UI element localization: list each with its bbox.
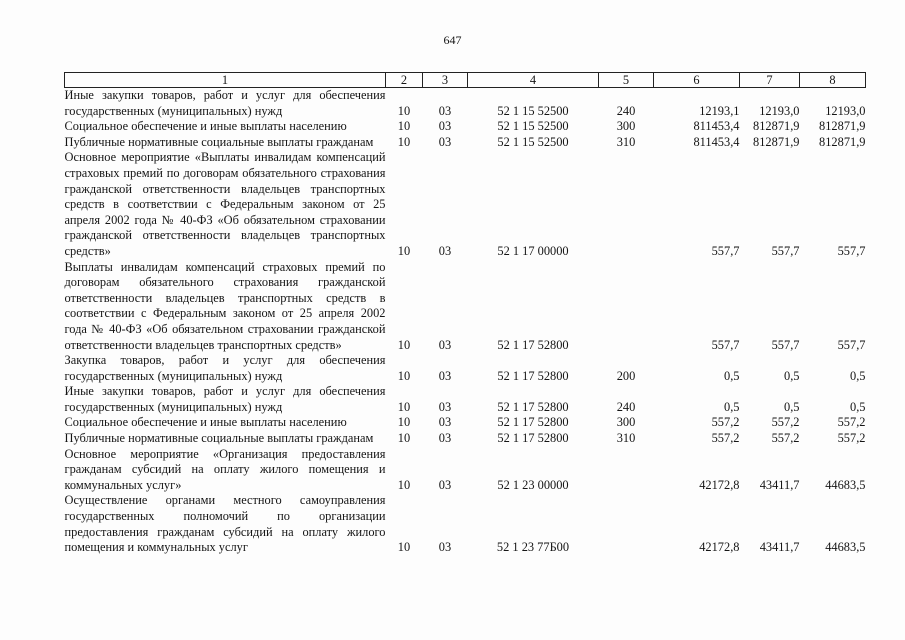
row-section: 10 [397,477,411,492]
row-amount-col6: 811453,4 [693,134,740,149]
row-amount-col7: 557,2 [771,431,800,446]
col-header-5: 5 [599,73,654,88]
row-amount-col7: 557,2 [771,415,800,430]
row-target-code: 52 1 17 52800 [497,368,569,383]
row-target-code: 52 1 23 00000 [497,477,569,492]
row-section: 10 [397,119,411,134]
row-section: 10 [397,243,411,258]
row-amount-col8: 557,7 [837,243,866,258]
row-target-code: 52 1 17 00000 [497,243,569,258]
row-section: 10 [397,337,411,352]
row-name: Иные закупки товаров, работ и услуг для обеспечения государственных (муниципальных) нужд [64,88,386,118]
row-amount-col7: 0,5 [784,399,800,414]
row-expense-type: 240 [616,103,636,118]
row-target-code: 52 1 15 52500 [497,103,569,118]
table-row [65,353,866,384]
row-name: Социальное обеспечение и иные выплаты населению [64,119,347,134]
table-row [65,493,866,555]
col-header-8: 8 [800,73,866,88]
row-amount-col7: 43411,7 [759,540,800,555]
row-name: Основное мероприятие «Выплаты инвалидам компенсаций страховых премий по договорам обязательного страхования гражданской ответственности владельцев транспортных средств в соответствии с Федеральным законом от 25 апреля 2002 года № 40-ФЗ «Об обязательном страховании гражданской ответственности владельцев транспортных средств» [64,150,386,258]
row-amount-col7: 557,7 [771,243,800,258]
row-subsection: 03 [438,431,452,446]
row-section: 10 [397,540,411,555]
row-amount-col8: 557,2 [837,415,866,430]
row-expense-type: 300 [616,119,636,134]
row-target-code: 52 1 17 52800 [497,431,569,446]
row-amount-col8: 44683,5 [825,540,866,555]
row-expense-type: 310 [616,134,636,149]
row-amount-col6: 42172,8 [699,540,740,555]
row-subsection: 03 [438,119,452,134]
row-subsection: 03 [438,337,452,352]
row-name: Основное мероприятие «Организация предоставления гражданам субсидий на оплату жилого помещения и коммунальных услуг» [64,446,386,492]
row-expense-type: 300 [616,415,636,430]
table-row [65,415,866,431]
row-section: 10 [397,134,411,149]
row-expense-type: 310 [616,431,636,446]
table-row [65,447,866,494]
row-subsection: 03 [438,103,452,118]
row-subsection: 03 [438,134,452,149]
row-expense-type [599,150,654,259]
table-row [65,260,866,354]
row-name: Социальное обеспечение и иные выплаты населению [64,415,347,430]
row-subsection: 03 [438,415,452,430]
row-expense-type: 240 [616,399,636,414]
row-amount-col6: 0,5 [724,368,740,383]
row-amount-col6: 12193,1 [699,103,740,118]
row-name: Иные закупки товаров, работ и услуг для обеспечения государственных (муниципальных) нужд [64,384,386,414]
row-amount-col7: 812871,9 [753,119,800,134]
row-amount-col7: 12193,0 [759,103,800,118]
row-amount-col7: 43411,7 [759,477,800,492]
col-header-7: 7 [740,73,800,88]
col-header-1: 1 [65,73,386,88]
col-header-6: 6 [654,73,740,88]
row-amount-col6: 0,5 [724,399,740,414]
row-amount-col6: 557,7 [711,337,740,352]
row-amount-col7: 0,5 [784,368,800,383]
row-section: 10 [397,103,411,118]
row-amount-col8: 557,2 [837,431,866,446]
row-amount-col6: 42172,8 [699,477,740,492]
row-amount-col8: 812871,9 [819,134,866,149]
row-section: 10 [397,399,411,414]
row-subsection: 03 [438,540,452,555]
table-row [65,119,866,135]
col-header-3: 3 [423,73,468,88]
row-target-code: 52 1 23 77Б00 [496,540,570,555]
row-amount-col8: 557,7 [837,337,866,352]
table-row [65,135,866,151]
row-subsection: 03 [438,477,452,492]
row-target-code: 52 1 15 52500 [497,119,569,134]
row-target-code: 52 1 17 52800 [497,415,569,430]
row-section: 10 [397,415,411,430]
col-header-4: 4 [468,73,599,88]
row-name: Публичные нормативные социальные выплаты гражданам [64,431,374,446]
row-expense-type: 200 [616,368,636,383]
table-row [65,384,866,415]
header-row [65,73,866,88]
row-target-code: 52 1 15 52500 [497,134,569,149]
row-subsection: 03 [438,399,452,414]
row-amount-col7: 557,7 [771,337,800,352]
row-amount-col6: 811453,4 [693,119,740,134]
page-number: 647 [443,33,462,47]
row-amount-col8: 44683,5 [825,477,866,492]
row-amount-col6: 557,7 [711,243,740,258]
row-expense-type [599,493,654,555]
row-target-code: 52 1 17 52800 [497,399,569,414]
row-expense-type [599,260,654,354]
row-amount-col8: 12193,0 [825,103,866,118]
row-amount-col8: 0,5 [850,399,866,414]
table-row [65,150,866,259]
row-amount-col8: 0,5 [850,368,866,383]
row-name: Закупка товаров, работ и услуг для обеспечения государственных (муниципальных) нужд [64,353,386,383]
row-amount-col6: 557,2 [711,431,740,446]
row-amount-col7: 812871,9 [753,134,800,149]
table-row [65,88,866,120]
row-amount-col6: 557,2 [711,415,740,430]
budget-table [64,72,866,556]
row-name: Публичные нормативные социальные выплаты гражданам [64,134,374,149]
row-target-code: 52 1 17 52800 [497,337,569,352]
table-row [65,431,866,447]
row-section: 10 [397,368,411,383]
col-header-2: 2 [386,73,423,88]
row-subsection: 03 [438,243,452,258]
row-section: 10 [397,431,411,446]
row-subsection: 03 [438,368,452,383]
row-expense-type [599,447,654,494]
row-amount-col8: 812871,9 [819,119,866,134]
row-name: Осуществление органами местного самоуправления государственных полномочий по организации предоставления гражданам субсидий на оплату жилого помещения и коммунальных услуг [64,493,386,555]
row-name: Выплаты инвалидам компенсаций страховых премий по договорам обязательного страхования гражданской ответственности владельцев транспортных средств в соответствии с Федеральным законом от 25 апреля 2002 года № 40-ФЗ «Об обязательном страховании гражданской ответственности владельцев транспортных средств» [64,259,386,352]
